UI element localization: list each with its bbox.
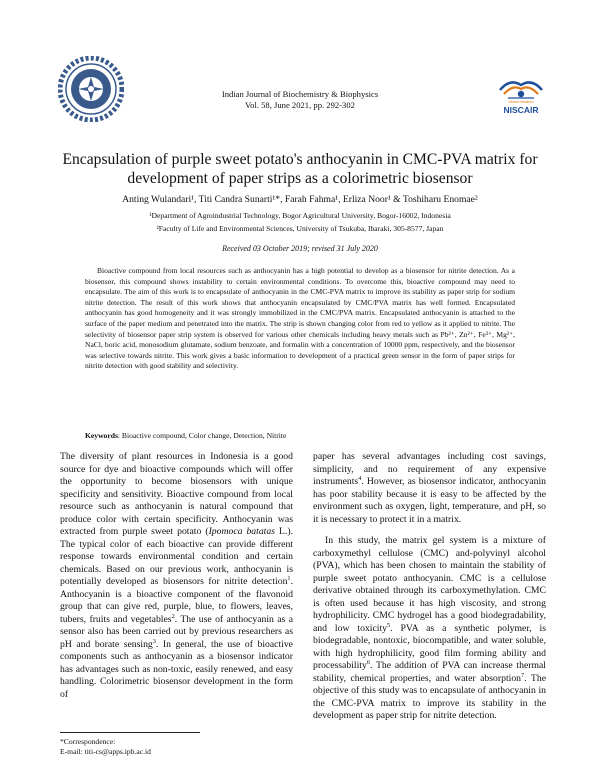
correspondence-label: *Correspondence: — [60, 737, 116, 746]
text-run: paper has several advantages including cost savings, simplicity, and no requirement of any expensive instruments — [313, 451, 546, 487]
citation-ref: 5 — [387, 621, 391, 629]
correspondence-email[interactable]: E-mail: titi-cs@apps.ipb.ac.id — [60, 747, 151, 756]
abstract: Bioactive compound from local resources such as anthocyanin has a high potential to develop as a biosensor for nitrite detection. As a biosensor, this compound shows instability to certain environmental conditions. To overcome this, bioactive compound may need to encapsulate. The aim of this work is to encapsulate of anthocyanin in the CMC-PVA matrix to improve its stability as paper strip for sodium nitrite detection. The result of this work shows that anthocyanin encapsulated by CMC/PVA matrix has well formed. Encapsulated anthocyanin has good homogeneity and it was strongly immobilized in the CMC/PVA matrix. Encapsulated anthocyanin is attached to the surface of the paper medium and penetrated into the matrix. The strip is shown changing color from red to yellow as it applied to nitrite. The selectivity of biosensor paper strip system is observed for various other chemicals including heavy metals such as Pb²⁺, Zn²⁺, Fe³⁺, Mg²⁺, NaCl, boric acid, monosodium glutamate, sodium benzoate, and formalin with a concentration of 10000 ppm, respectively, and the biosensor was selective towards nitrite. This work gives a basic information to development of a practical green sensor in the form of paper strips for nitrite detection with good stability and selectivity. — [85, 266, 515, 371]
footnote — [60, 737, 151, 757]
journal-header — [150, 89, 450, 111]
text-run: . The objective of this study was to encapsulate of anthocyanin in the CMC-PVA matrix to improve its stability in the development as paper strip for nitrite detection. — [313, 672, 546, 721]
body-column-left — [60, 451, 293, 701]
paragraph — [313, 451, 546, 526]
citation-ref: 1 — [287, 574, 291, 582]
text-run: . In general, the use of bioactive components such as anthocyanin as a biosensor indicator has advantages such as non-toxic, easily renewed, and easy handling. Colorimetric biosensor development in the form of — [60, 638, 293, 700]
niscair-logo-text: NISCAIR — [503, 105, 539, 115]
paper-title: Encapsulation of purple sweet potato's anthocyanin in CMC-PVA matrix for development of paper strips as a colorimetric biosensor — [62, 151, 538, 187]
text-run: . PVA as a synthetic polymer, is biodegradable, nontoxic, biocompatible, and water soluble, with high hydrophilicity, good film forming ability and processability — [313, 622, 546, 671]
journal-emblem-logo — [58, 56, 124, 122]
footnote-divider — [60, 732, 200, 733]
received-dates: Received 03 October 2019; revised 31 July 2020 — [222, 244, 378, 253]
affiliation-1: ¹Department of Agroindustrial Technology, Bogor Agricultural University, Bogor-16002, Indonesia — [149, 211, 451, 220]
keywords-text: : Bioactive compound, Color change, Detection, Nitrite — [117, 431, 287, 440]
citation-ref: 3 — [152, 637, 156, 645]
author-list: Anting Wulandari¹, Titi Candra Sunarti¹*, Farah Fahma¹, Erliza Noor¹ & Toshiharu Enomae² — [122, 194, 478, 205]
citation-ref: 6 — [366, 658, 370, 666]
keywords — [85, 431, 515, 440]
citation-ref: 4 — [358, 474, 362, 482]
journal-name: Indian Journal of Biochemistry & Biophysics — [221, 89, 379, 99]
text-run: . Anthocyanin is a bioactive component of the flavonoid group that can give red, purple, blue, to flowers, leaves, tubers, fruits and vegetables — [60, 576, 293, 625]
text-run: . The addition of PVA can increase thermal stability, chemical properties, and water absorption — [313, 660, 546, 684]
citation-ref: 2 — [171, 612, 175, 620]
species-name: Ipomoca batatas — [208, 526, 275, 537]
niscair-logo-tagline: Dissemination — [508, 99, 534, 104]
body-column-right — [313, 451, 546, 723]
paragraph — [313, 535, 546, 723]
journal-volume: Vol. 58, June 2021, pp. 292-302 — [245, 100, 355, 110]
affiliation-2: ²Faculty of Life and Environmental Sciences, University of Tsukuba, Ibaraki, 305-8577, Japan — [156, 224, 444, 233]
keywords-label: Keywords — [85, 431, 118, 440]
text-run: . However, as biosensor indicator, anthocyanin has poor stability because it is easy to be affected by the environment such as oxygen, light, temperature, and pH, so it is necessary to protect it in a matrix. — [313, 476, 546, 525]
paragraph — [60, 451, 293, 701]
text-run: . The use of anthocyanin as a sensor also has been carried out by previous researchers as pH and borate sensing — [60, 613, 293, 650]
text-run: The diversity of plant resources in Indonesia is a good source for dye and bioactive compounds which will offer the opportunity to become biosensors with unique specificity and sensitivity. Bioactive compound from local resource such as anthocyanin is natural compound that produce color with certain specificity. Anthocyanin was extracted from purple sweet potato ( — [60, 451, 293, 537]
citation-ref: 7 — [521, 671, 525, 679]
text-run: L.). The typical color of each bioactive can provide different response towards environmental condition and certain chemicals. Based on our previous work, anthocyanin is potentially developed as biosensors for nitrite detection — [60, 526, 293, 587]
text-run: In this study, the matrix gel system is a mixture of carboxymethyl cellulose (CMC) and-polyvinyl alcohol (PVA), which has been chosen to maintain the stability of purple sweet potato anthocyanin. CMC is a cellulose derivative obtained through its carboxymethylation. CMC is often used because it has high viscosity, and strong hydrophilicity. CMC hydrogel has a good biodegradability, and low toxicity — [313, 535, 546, 634]
niscair-logo — [486, 76, 556, 116]
